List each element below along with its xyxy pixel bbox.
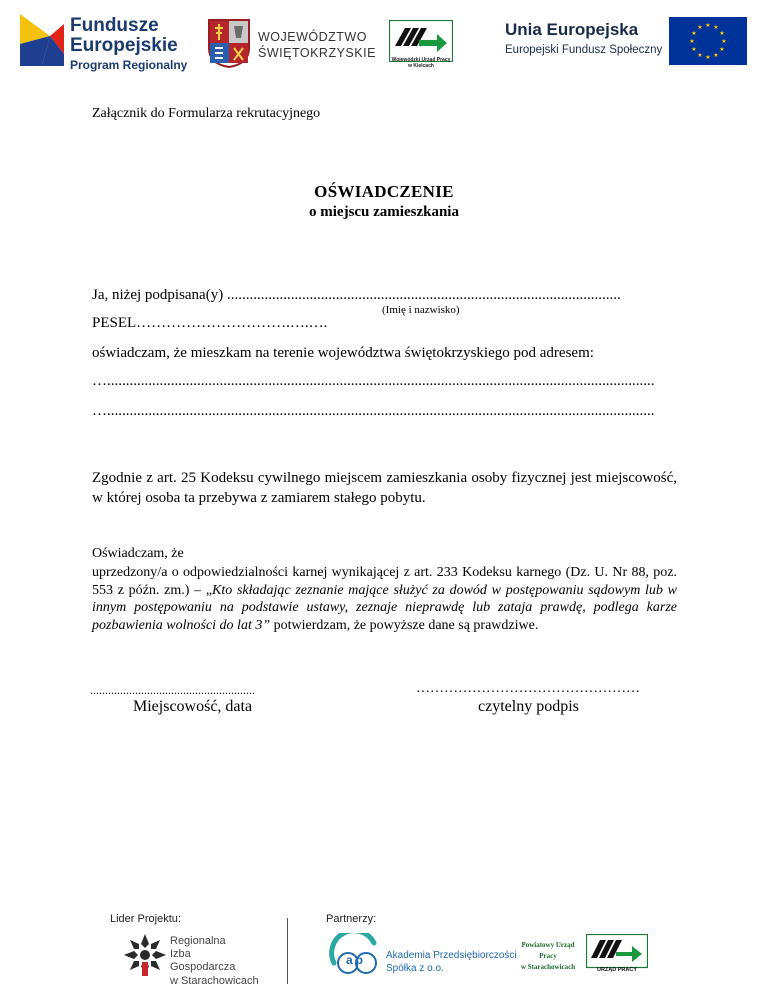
pup-text <box>512 940 584 974</box>
civil-code-paragraph: Zgodnie z art. 25 Kodeksu cywilnego miejscem zamieszkania osoby fizycznej jest miejscowość, w której osoba ta przebywa z zamiarem stałego pobytu. <box>92 470 677 506</box>
fundusze-europejskie-text <box>70 16 187 71</box>
svg-text:★: ★ <box>713 24 719 31</box>
wup-kielce-logo <box>389 20 453 62</box>
statement-paragraph <box>92 564 677 634</box>
partners-label: Partnerzy: <box>326 913 377 925</box>
akademia-text <box>386 950 517 975</box>
wojewodztwo-text <box>258 30 376 61</box>
rigs-text <box>170 935 259 988</box>
pup-line1: Powiatowy Urząd Pracy <box>521 941 575 961</box>
svg-text:★: ★ <box>697 24 703 31</box>
svg-text:★: ★ <box>691 46 697 53</box>
akademia-mark: ap <box>345 953 366 967</box>
svg-text:★: ★ <box>721 38 727 45</box>
signature-left-label: Miejscowość, data <box>133 698 253 715</box>
fe-title-line2: Europejskie <box>70 34 178 56</box>
swietokrzyskie-coat-of-arms <box>207 18 251 68</box>
pup-line2: w Starachowicach <box>520 963 576 972</box>
pesel-line: PESEL………………………….….…. <box>92 315 328 331</box>
akademia-line2: Spółka z o.o. <box>386 962 444 974</box>
svg-text:★: ★ <box>689 38 695 45</box>
attachment-label: Załącznik do Formularza rekrutacyjnego <box>92 106 321 121</box>
woj-line2: ŚWIĘTOKRZYSKIE <box>258 45 376 60</box>
name-line: Ja, niżej podpisana(y) ......................................................................................................... <box>92 287 621 303</box>
woj-line1: WOJEWÓDZTWO <box>258 30 367 44</box>
rigs-line4: w Starachowicach <box>170 974 259 987</box>
declare-line: oświadczam, że mieszkam na terenie województwa świętokrzyskiego pod adresem: <box>92 345 594 361</box>
akademia-line1: Akademia Przedsiębiorczości <box>386 950 517 961</box>
fe-title-line1: Fundusze <box>70 15 159 36</box>
rigs-line3: Gospodarcza <box>170 961 236 974</box>
wup-line2: w Kielcach <box>408 63 434 70</box>
eu-flag-icon <box>669 17 747 65</box>
wup-line1: Wojewódzki Urząd Pracy <box>391 57 451 63</box>
ue-text <box>505 20 662 56</box>
svg-text:★: ★ <box>713 52 719 59</box>
statement-part2: potwierdzam, że powyższe dane są prawdziwe. <box>270 617 539 633</box>
rigs-logo-icon <box>122 932 168 978</box>
svg-text:★: ★ <box>719 30 725 37</box>
statement-quote: Kto składając zeznanie mające służyć za dowód w postępowaniu sądowym lub w innym postępowaniu na podstawie ustawy, zeznaje nieprawdę lub zataja prawdę, podlega karze pozbawienia wolności do lat 3” <box>92 582 677 633</box>
document-subtitle: o miejscu zamieszkania <box>309 204 459 220</box>
name-caption: (Imię i nazwisko) <box>382 304 460 316</box>
ue-title: Unia Europejska <box>505 20 639 39</box>
fundusze-europejskie-logo <box>20 14 64 66</box>
header-logos <box>0 0 768 80</box>
signature-right-dots: ………………………………………… <box>416 681 640 696</box>
rigs-line1: Regionalna <box>170 935 226 947</box>
footer-divider <box>287 918 288 984</box>
address-line-1: ….................................................................................................................................................. <box>92 373 655 389</box>
rigs-line2: Izba <box>170 948 191 961</box>
document-title: OŚWIADCZENIE <box>314 182 454 201</box>
leader-label: Lider Projektu: <box>110 913 181 925</box>
ue-subtitle: Europejski Fundusz Społeczny <box>505 44 663 56</box>
pup-mark: URZĄD PRACY <box>596 967 638 973</box>
address-line-2: ….................................................................................................................................................. <box>92 403 655 419</box>
svg-text:★: ★ <box>705 22 711 29</box>
signature-left-dots: ....................................................... <box>90 683 255 697</box>
svg-text:★: ★ <box>697 52 703 59</box>
wup-caption <box>384 57 458 70</box>
statement-intro: Oświadczam, że <box>92 546 184 561</box>
statement-part1: uprzedzony/a o odpowiedzialności karnej wynikającej z art. 233 Kodeksu karnego (Dz. U. Nr 88, poz. 553 z późn. zm.) – „ <box>92 565 677 598</box>
document-title-block <box>0 182 768 221</box>
signature-right-label: czytelny podpis <box>478 698 579 715</box>
fe-subtitle: Program Regionalny <box>70 57 188 72</box>
svg-text:★: ★ <box>705 54 711 61</box>
svg-text:★: ★ <box>691 30 697 37</box>
svg-text:★: ★ <box>719 46 725 53</box>
